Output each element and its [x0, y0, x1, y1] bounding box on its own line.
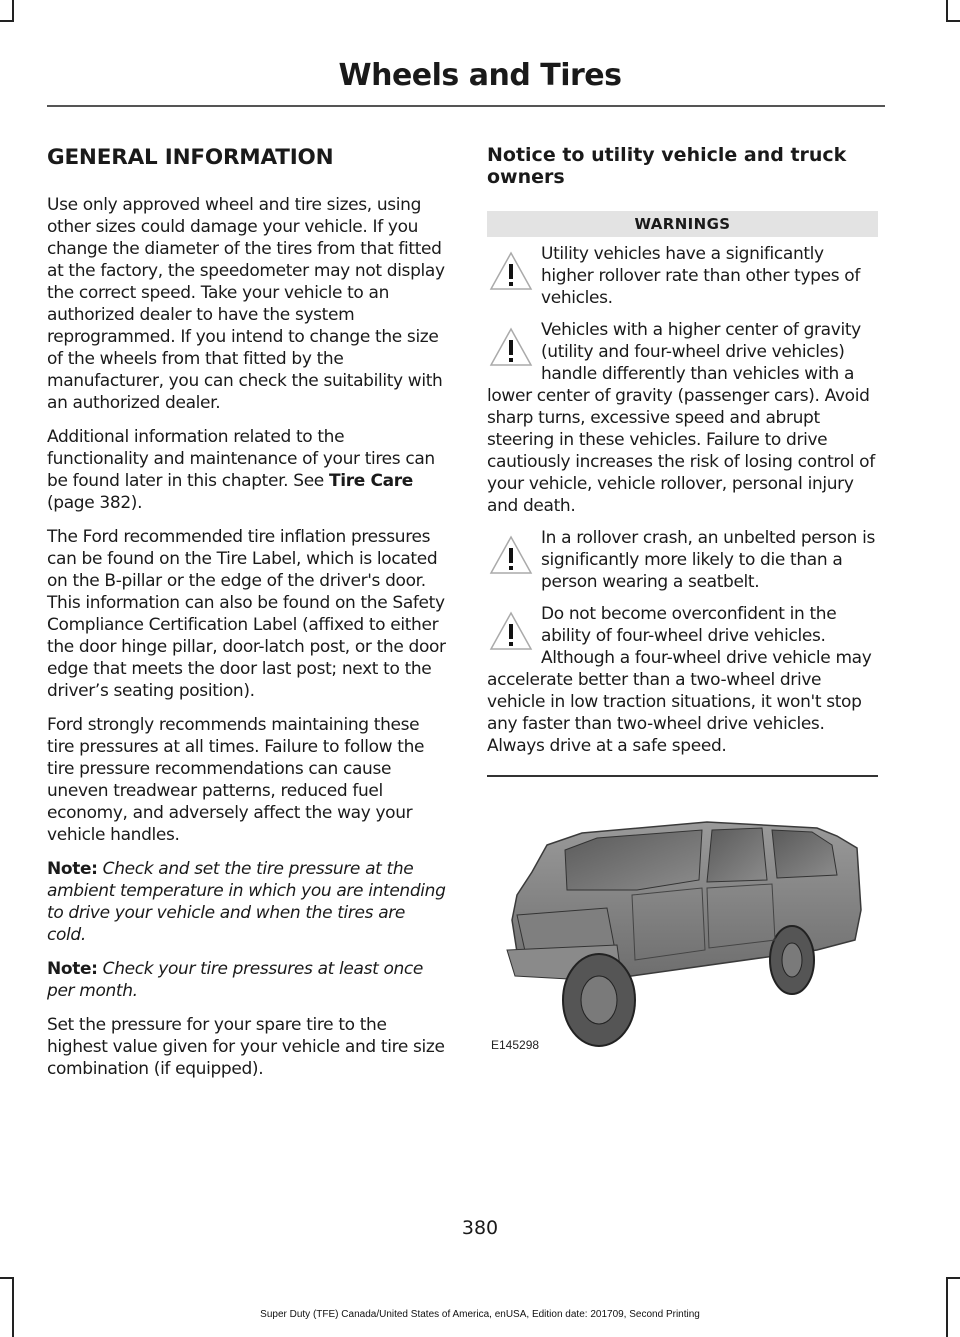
header-rule	[47, 105, 885, 107]
section-heading-utility: Notice to utility vehicle and truck owners	[487, 144, 847, 188]
paragraph: Use only approved wheel and tire sizes, using other sizes could damage your vehicle. If you change the diameter of the tires from that fitted at the factory, the speedometer may not display the correct speed. Take your vehicle to an authorized dealer to have the system reprogrammed. If you intend to change the size of the wheels from that fitted by the manufacturer, you can check the suitability with an authorized dealer.	[47, 194, 445, 413]
warning-item	[487, 319, 878, 517]
left-column	[47, 145, 447, 1092]
illustration-id: E145298	[491, 1038, 540, 1052]
warning-triangle-icon	[487, 247, 535, 297]
chapter-title: Wheels and Tires	[338, 58, 622, 93]
page-number: 380	[461, 1217, 499, 1239]
warning-triangle-icon	[487, 607, 535, 657]
utility-vehicle-illustration	[487, 800, 878, 1060]
crop-mark	[946, 20, 960, 22]
tire-care-link[interactable]: Tire Care	[328, 470, 413, 491]
warning-item	[487, 603, 878, 757]
note	[47, 958, 447, 1002]
crop-mark	[12, 1277, 14, 1337]
warning-text: Do not become overconfident in the ability of four-wheel drive vehicles. Although a four-wheel drive vehicle may accelerate better than a two-wheel drive vehicle in low traction situations, it won't stop any faster than two-wheel drive vehicles. Always drive at a safe speed.	[487, 603, 872, 756]
warnings-end-rule	[487, 775, 878, 777]
paragraph: The Ford recommended tire inflation pressures can be found on the Tire Label, which is located on the B-pillar or the edge of the driver's door. This information can also be found on the Safety Compliance Certification Label (affixed to either the door hinge pillar, door-latch post, or the door edge that meets the door last post; next to the driver’s seating position).	[47, 526, 446, 701]
paragraph: Set the pressure for your spare tire to the highest value given for your vehicle and tire size combination (if equipped).	[47, 1014, 445, 1079]
crop-mark	[946, 1277, 948, 1337]
page-reference: (page 382).	[47, 492, 143, 513]
edition-footer: Super Duty (TFE) Canada/United States of America, enUSA, Edition date: 201709, Second Printing	[260, 1309, 700, 1320]
section-heading-general: GENERAL INFORMATION	[47, 145, 334, 170]
crop-mark	[946, 1277, 960, 1279]
warning-item	[487, 243, 878, 309]
warning-item	[487, 527, 878, 593]
paragraph-with-link	[47, 426, 447, 514]
crop-mark	[946, 0, 948, 20]
warning-triangle-icon	[487, 323, 535, 373]
warning-text: Utility vehicles have a significantly higher rollover rate than other types of vehicles.	[541, 243, 860, 308]
crop-mark	[0, 1277, 14, 1279]
crop-mark	[12, 0, 14, 20]
right-column	[487, 145, 878, 777]
note-label: Note:	[47, 858, 98, 879]
note-text: Check your tire pressures at least once per month.	[47, 958, 424, 1001]
note-label: Note:	[47, 958, 98, 979]
paragraph: Ford strongly recommends maintaining these tire pressures at all times. Failure to follow the tire pressure recommendations can cause uneven treadwear patterns, reduced fuel economy, and adversely affect the way your vehicle handles.	[47, 714, 425, 845]
warning-triangle-icon	[487, 531, 535, 581]
warning-text: In a rollover crash, an unbelted person is significantly more likely to die than a person wearing a seatbelt.	[541, 527, 875, 592]
warning-text: Vehicles with a higher center of gravity (utility and four-wheel drive vehicles) handle differently than vehicles with a lower center of gravity (passenger cars). Avoid sharp turns, excessive speed and abrupt steering in these vehicles. Failure to drive cautiously increases the risk of losing control of your vehicle, vehicle rollover, personal injury and death.	[487, 319, 875, 516]
warnings-label: WARNINGS	[487, 211, 878, 237]
crop-mark	[0, 20, 14, 22]
note-text: Check and set the tire pressure at the ambient temperature in which you are intending to drive your vehicle and when the tires are cold.	[47, 858, 446, 945]
paragraph-text: Additional information related to the functionality and maintenance of your tires can be found later in this chapter. See	[47, 426, 435, 491]
note	[47, 858, 447, 946]
